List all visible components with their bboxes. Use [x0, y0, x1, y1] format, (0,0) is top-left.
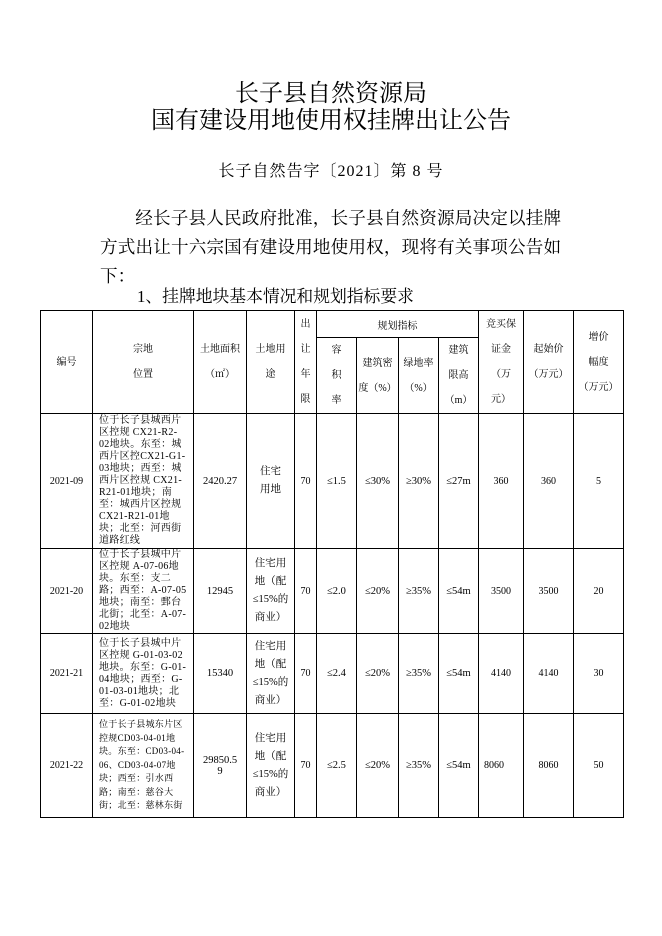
table-header-row: [41, 311, 624, 338]
parcel-table: [40, 310, 624, 818]
header-use-line: 土地用: [255, 344, 286, 355]
header-far-line: 容: [331, 345, 342, 356]
increment-cell: 30: [574, 634, 624, 714]
header-density-line: 建筑密: [362, 357, 393, 369]
start-price-cell: 360: [524, 414, 574, 549]
header-deposit: [479, 311, 524, 414]
header-location-line: 宗地: [133, 344, 153, 355]
far-cell: ≤2.0: [317, 549, 357, 634]
density-cell: ≤20%: [357, 634, 399, 714]
far-cell: ≤1.5: [317, 414, 357, 549]
header-green: [399, 338, 439, 414]
parcel-id-cell: 2021-22: [41, 714, 93, 818]
header-height-line: 限高: [448, 370, 469, 381]
green-cell: ≥35%: [399, 549, 439, 634]
increment-cell: 50: [574, 714, 624, 818]
document-title-line2: 国有建设用地使用权挂牌出让公告: [151, 108, 511, 134]
header-height-line: （m）: [444, 395, 473, 406]
deposit-cell: 360: [479, 414, 524, 549]
area-cell: 15340: [194, 634, 247, 714]
parcel-id-cell: 2021-09: [41, 414, 93, 549]
deposit-cell: 4140: [479, 634, 524, 714]
increment-cell: 20: [574, 549, 624, 634]
density-cell: ≤30%: [357, 414, 399, 549]
header-increment-line: 增价: [588, 331, 609, 343]
header-use: [247, 311, 295, 414]
document-title-line1: 长子县自然资源局: [235, 81, 427, 107]
header-parcel-id-label: 编号: [56, 356, 77, 368]
increment-cell: 5: [574, 414, 624, 549]
header-term-line: 限: [300, 394, 311, 405]
table-row: [41, 414, 624, 549]
header-term-line: 年: [300, 369, 311, 380]
green-cell: ≥35%: [399, 634, 439, 714]
header-parcel-id: [41, 311, 93, 414]
area-cell: 29850.59: [194, 714, 247, 818]
density-cell: ≤20%: [357, 714, 399, 818]
use-cell: 住宅用地（配≤15%的商业）: [247, 549, 295, 634]
term-cell: 70: [295, 549, 317, 634]
section-heading: 1、挂牌地块基本情况和规划指标要求: [137, 287, 414, 306]
use-cell: 住宅用地（配≤15%的商业）: [247, 634, 295, 714]
far-cell: ≤2.4: [317, 634, 357, 714]
term-cell: 70: [295, 714, 317, 818]
parcel-id-cell: 2021-21: [41, 634, 93, 714]
deposit-cell: 3500: [479, 549, 524, 634]
term-cell: 70: [295, 634, 317, 714]
header-planning-label: 规划指标: [377, 320, 418, 332]
header-deposit-line: 元）: [491, 394, 511, 405]
height-cell: ≤54m: [439, 634, 479, 714]
header-increment-line: 幅度: [588, 356, 609, 368]
location-cell: 位于长子县城西片区控规 CX21-R2-02地块。东至：城西片区控CX21-G1-03地块；西至：城西片区控规 CX21-R21-01地块；南至：城西片区控规 CX21-R21-01地块；北至：河西街道路红线: [93, 414, 194, 549]
document-number: 长子自然告字〔2021〕第 8 号: [218, 163, 444, 180]
header-area: [194, 311, 247, 414]
header-location-line: 位置: [133, 369, 153, 380]
header-deposit-line: 证金: [491, 344, 511, 355]
header-increment-line: （万元）: [578, 381, 619, 393]
table-row: [41, 714, 624, 818]
header-density-line: 度（%）: [358, 382, 397, 394]
header-deposit-line: 竞买保: [486, 319, 516, 330]
location-cell: 位于长子县城中片区控规 A-07-06地块。东至：支二路；西至：A-07-05地块；南至：鄄台北街；北至：A-07-02地块: [93, 549, 194, 634]
green-cell: ≥35%: [399, 714, 439, 818]
location-cell: 位于长子县城中片区控规 G-01-03-02地块。东至：G-01-04地块；西至：G-01-03-01地块；北至：G-01-02地块: [93, 634, 194, 714]
header-start-price: [524, 311, 574, 414]
use-cell: 住宅用地（配≤15%的商业）: [247, 714, 295, 818]
header-location: [93, 311, 194, 414]
header-far-line: 率: [331, 395, 342, 406]
term-cell: 70: [295, 414, 317, 549]
table-row: [41, 634, 624, 714]
location-cell: 位于长子县城东片区控规CD03-04-01地块。东至：CD03-04-06、CD03-04-07地块；西至：引水西路；南至：慈谷大街；北至：慈林东街: [93, 714, 194, 818]
header-far: [317, 338, 357, 414]
far-cell: ≤2.5: [317, 714, 357, 818]
header-green-line: （%）: [404, 382, 433, 394]
header-start-price-line: （万元）: [528, 369, 569, 380]
header-density: [357, 338, 399, 414]
header-height-line: 建筑: [448, 345, 469, 356]
area-cell: 2420.27: [194, 414, 247, 549]
intro-paragraph: 经长子县人民政府批准，长子县自然资源局决定以挂牌方式出让十六宗国有建设用地使用权，现将有关事项公告如下：: [100, 208, 562, 286]
density-cell: ≤20%: [357, 549, 399, 634]
document-title: [0, 81, 662, 135]
header-area-line: （㎡）: [205, 369, 235, 380]
header-use-line: 途: [265, 369, 276, 380]
header-deposit-line: （万: [491, 369, 511, 380]
parcel-id-cell: 2021-20: [41, 549, 93, 634]
header-far-line: 积: [331, 370, 342, 381]
header-term-line: 出: [300, 319, 311, 330]
area-cell: 12945: [194, 549, 247, 634]
header-planning: [317, 311, 479, 338]
header-green-line: 绿地率: [403, 357, 434, 369]
green-cell: ≥30%: [399, 414, 439, 549]
header-height: [439, 338, 479, 414]
deposit-cell: 8060: [479, 714, 524, 818]
height-cell: ≤54m: [439, 714, 479, 818]
start-price-cell: 3500: [524, 549, 574, 634]
header-term-line: 让: [300, 344, 311, 355]
header-term: [295, 311, 317, 414]
header-start-price-line: 起始价: [533, 344, 564, 355]
header-increment: [574, 311, 624, 414]
start-price-cell: 8060: [524, 714, 574, 818]
height-cell: ≤27m: [439, 414, 479, 549]
use-cell: 住宅用地: [247, 414, 295, 549]
table-row: [41, 549, 624, 634]
start-price-cell: 4140: [524, 634, 574, 714]
header-area-line: 土地面积: [200, 344, 240, 355]
height-cell: ≤54m: [439, 549, 479, 634]
